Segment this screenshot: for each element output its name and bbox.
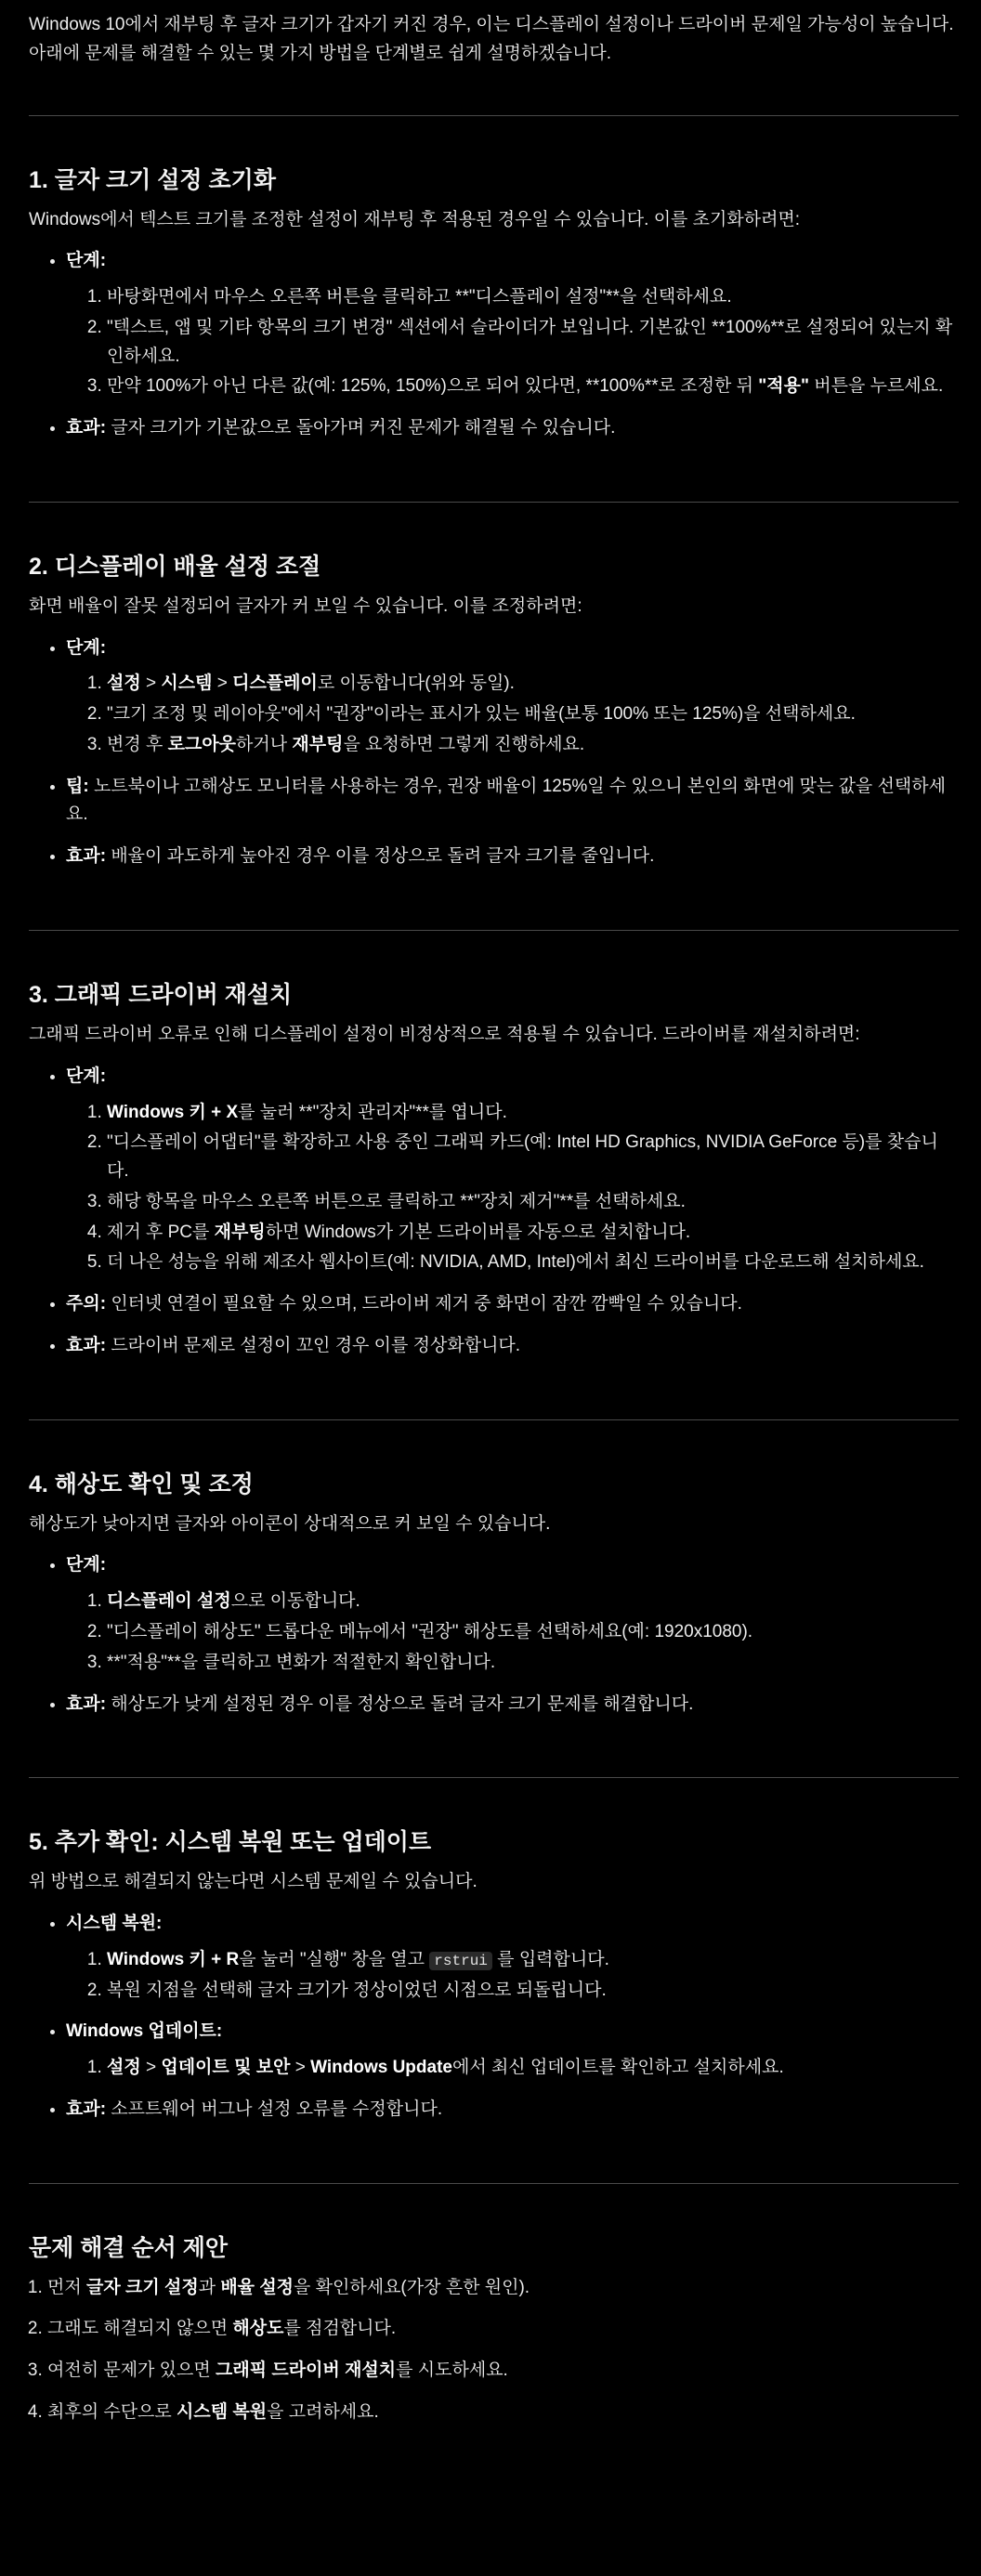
effect-label: 효과: [66, 1693, 107, 1714]
step-text: 하거나 [236, 734, 293, 754]
step-item: 2. "텍스트, 앱 및 기타 항목의 크기 변경" 섹션에서 슬라이더가 보입니다. 기본값인 **100%**로 설정되어 있는지 확인하세요. [107, 314, 959, 372]
effect-text: 배율이 과도하게 높아진 경우 이를 정상으로 돌려 글자 크기를 줄입니다. [106, 846, 655, 867]
step-text: > [140, 673, 162, 694]
steps-label: 단계: [66, 637, 107, 658]
tip-text: 노트북이나 고해상도 모니터를 사용하는 경우, 권장 배율이 125%일 수 있으니 본인의 화면에 맞는 값을 선택하세요. [66, 776, 946, 825]
steps-bullet [66, 634, 959, 760]
note-text: 인터넷 연결이 필요할 수 있으며, 드라이버 제거 중 화면이 잠깐 깜빡일 수 있습니다. [106, 1294, 742, 1314]
steps-label: 단계: [66, 251, 107, 271]
step-bold: Windows 키 + R [107, 1949, 240, 1969]
section-4-desc: 해상도가 낮아지면 글자와 아이콘이 상대적으로 커 보일 수 있습니다. [29, 1513, 551, 1534]
order-text: 먼저 [47, 2277, 86, 2297]
steps-bullet [66, 247, 959, 401]
order-item [47, 2315, 959, 2344]
step-bold: 설정 [107, 2058, 141, 2078]
note-bullet [66, 1290, 959, 1319]
step-text: 를 입력합니다. [491, 1949, 609, 1969]
step-bold: "적용" [758, 376, 809, 397]
order-bold: 시스템 복원 [177, 2401, 268, 2422]
effect-text: 글자 크기가 기본값으로 돌아가며 커진 문제가 해결될 수 있습니다. [106, 418, 616, 438]
order-text: 을 확인하세요(가장 흔한 원인). [294, 2277, 530, 2297]
step-item [107, 1588, 959, 1616]
steps-label: 단계: [66, 1066, 107, 1086]
section-2 [29, 503, 959, 930]
step-bold: 로그아웃 [167, 734, 237, 754]
step-text: 변경 후 [107, 734, 168, 754]
step-item [107, 1099, 959, 1128]
step-text: > [140, 2058, 162, 2078]
section-4-title: 4. 해상도 확인 및 조정 [29, 1471, 254, 1497]
final-order-list [29, 2274, 959, 2427]
step-item [107, 1946, 959, 1975]
order-text: 을 고려하세요. [267, 2401, 379, 2422]
effect-label: 효과: [66, 846, 107, 867]
section-5-bullets [29, 1910, 959, 2125]
step-item: 5. 더 나은 성능을 위해 제조사 웹사이트(예: NVIDIA, AMD, Intel)에서 최신 드라이버를 다운로드해 설치하세요. [107, 1249, 959, 1277]
step-text: 로 이동합니다(위와 동일). [317, 673, 515, 694]
section-4 [29, 1420, 959, 1778]
section-3-title: 3. 그래픽 드라이버 재설치 [29, 982, 293, 1009]
step-item: 3. **"적용"**을 클릭하고 변화가 적절한지 확인합니다. [107, 1649, 959, 1678]
section-5 [29, 1778, 959, 2182]
step-bold: 설정 [107, 673, 141, 694]
order-item [47, 2357, 959, 2386]
step-text: 을 눌러 "실행" 창을 열고 [239, 1949, 430, 1969]
step-bold: 재부팅 [214, 1222, 266, 1242]
steps-list [66, 1099, 959, 1278]
order-text: 그래도 해결되지 않으면 [47, 2319, 233, 2339]
section-1-title: 1. 글자 크기 설정 초기화 [29, 166, 276, 193]
step-bold: 업데이트 및 보안 [161, 2058, 291, 2078]
step-text: 에서 최신 업데이트를 확인하고 설치하세요. [451, 2058, 784, 2078]
step-item: 3. 해당 항목을 마우스 오른쪽 버튼으로 클릭하고 **"장치 제거"**를 선택하세요. [107, 1188, 959, 1217]
inline-code: rstrui [429, 1952, 492, 1970]
section-2-title: 2. 디스플레이 배율 설정 조절 [29, 553, 321, 580]
effect-label: 효과: [66, 2099, 107, 2119]
section-1 [29, 116, 959, 502]
step-text: 을 요청하면 그렇게 진행하세요. [343, 734, 585, 754]
step-bold: 디스플레이 설정 [107, 1591, 231, 1612]
final-title: 문제 해결 순서 제안 [29, 2234, 229, 2261]
steps-bullet [66, 1551, 959, 1677]
intro-paragraph: Windows 10에서 재부팅 후 글자 크기가 갑자기 커진 경우, 이는 디스플레이 설정이나 드라이버 문제일 가능성이 높습니다. 아래에 문제를 해결할 수 있는 몇 가지 방법을 단계별로 쉽게 설명하겠습니다. [29, 15, 954, 63]
order-text: 과 [198, 2277, 221, 2297]
order-text: 를 시도하세요. [396, 2360, 508, 2381]
step-text: 만약 100%가 아닌 다른 값(예: 125%, 150%)으로 되어 있다면, **100%**로 조정한 뒤 [107, 376, 759, 397]
step-item: 1. 바탕화면에서 마우스 오른쪽 버튼을 클릭하고 **"디스플레이 설정"**을 선택하세요. [107, 283, 959, 312]
order-bold: 배율 설정 [220, 2277, 294, 2297]
step-bold: 재부팅 [292, 734, 344, 754]
tip-label: 팁: [66, 776, 89, 796]
step-text: > [212, 673, 233, 694]
order-bold: 글자 크기 설정 [86, 2277, 199, 2297]
step-text: 으로 이동합니다. [230, 1591, 360, 1612]
section-2-desc: 화면 배율이 잘못 설정되어 글자가 커 보일 수 있습니다. 이를 조정하려면: [29, 595, 582, 616]
section-1-desc: Windows에서 텍스트 크기를 조정한 설정이 재부팅 후 적용된 경우일 수 있습니다. 이를 초기화하려면: [29, 209, 801, 229]
order-text: 여전히 문제가 있으면 [47, 2360, 216, 2381]
order-item [47, 2399, 959, 2427]
steps-label: 단계: [66, 1555, 107, 1576]
step-text: > [290, 2058, 311, 2078]
restore-bullet [66, 1910, 959, 2005]
effect-bullet [66, 1691, 959, 1720]
tip-bullet [66, 773, 959, 830]
section-5-desc: 위 방법으로 해결되지 않는다면 시스템 문제일 수 있습니다. [29, 1872, 477, 1892]
step-item: 2. "크기 조정 및 레이아웃"에서 "권장"이라는 표시가 있는 배율(보통 100% 또는 125%)을 선택하세요. [107, 700, 959, 729]
step-bold: 디스플레이 [232, 673, 318, 694]
restore-steps-list [66, 1946, 959, 2006]
order-text: 최후의 수단으로 [47, 2401, 177, 2422]
order-text: 를 점검합니다. [283, 2319, 397, 2339]
effect-label: 효과: [66, 418, 107, 438]
step-item [107, 731, 959, 760]
effect-bullet [66, 843, 959, 871]
step-item [107, 2054, 959, 2083]
order-bold: 해상도 [232, 2319, 284, 2339]
effect-bullet [66, 1332, 959, 1361]
effect-text: 해상도가 낮게 설정된 경우 이를 정상으로 돌려 글자 크기 문제를 해결합니다. [106, 1693, 694, 1714]
effect-text: 소프트웨어 버그나 설정 오류를 수정합니다. [106, 2099, 443, 2119]
section-3-bullets [29, 1063, 959, 1361]
steps-list [66, 1588, 959, 1677]
step-item [107, 1219, 959, 1248]
step-item: 2. 복원 지점을 선택해 글자 크기가 정상이었던 시점으로 되돌립니다. [107, 1977, 959, 2006]
step-text: 제거 후 PC를 [107, 1222, 215, 1242]
effect-bullet [66, 414, 959, 443]
restore-label: 시스템 복원: [66, 1914, 163, 1934]
step-item: 2. "디스플레이 해상도" 드롭다운 메뉴에서 "권장" 해상도를 선택하세요(예: 1920x1080). [107, 1618, 959, 1647]
steps-list [66, 670, 959, 759]
steps-bullet [66, 1063, 959, 1277]
update-bullet [66, 2018, 959, 2083]
step-bold: 시스템 [161, 673, 213, 694]
effect-label: 효과: [66, 1335, 107, 1355]
step-item [107, 373, 959, 401]
section-3-desc: 그래픽 드라이버 오류로 인해 디스플레이 설정이 비정상적으로 적용될 수 있습니다. 드라이버를 재설치하려면: [29, 1025, 860, 1045]
step-bold: Windows Update [310, 2058, 452, 2078]
section-2-bullets [29, 634, 959, 871]
effect-text: 드라이버 문제로 설정이 꼬인 경우 이를 정상화합니다. [106, 1335, 521, 1355]
step-text: 버튼을 누르세요. [808, 376, 944, 397]
section-1-bullets [29, 247, 959, 443]
step-text: 를 눌러 **"장치 관리자"**를 엽니다. [238, 1102, 507, 1122]
effect-bullet [66, 2096, 959, 2125]
steps-list [66, 283, 959, 401]
order-item [47, 2274, 959, 2303]
step-item: 2. "디스플레이 어댑터"를 확장하고 사용 중인 그래픽 카드(예: Intel HD Graphics, NVIDIA GeForce 등)를 찾습니다. [107, 1129, 959, 1186]
section-4-bullets [29, 1551, 959, 1719]
section-5-title: 5. 추가 확인: 시스템 복원 또는 업데이트 [29, 1829, 432, 1856]
step-item [107, 670, 959, 699]
final-section [29, 2184, 959, 2427]
step-bold: Windows 키 + X [107, 1102, 239, 1122]
update-steps-list [66, 2054, 959, 2083]
note-label: 주의: [66, 1294, 107, 1314]
update-label: Windows 업데이트: [66, 2021, 223, 2042]
step-text: 하면 Windows가 기본 드라이버를 자동으로 설치합니다. [265, 1222, 691, 1242]
order-bold: 그래픽 드라이버 재설치 [216, 2360, 397, 2381]
section-3 [29, 931, 959, 1419]
